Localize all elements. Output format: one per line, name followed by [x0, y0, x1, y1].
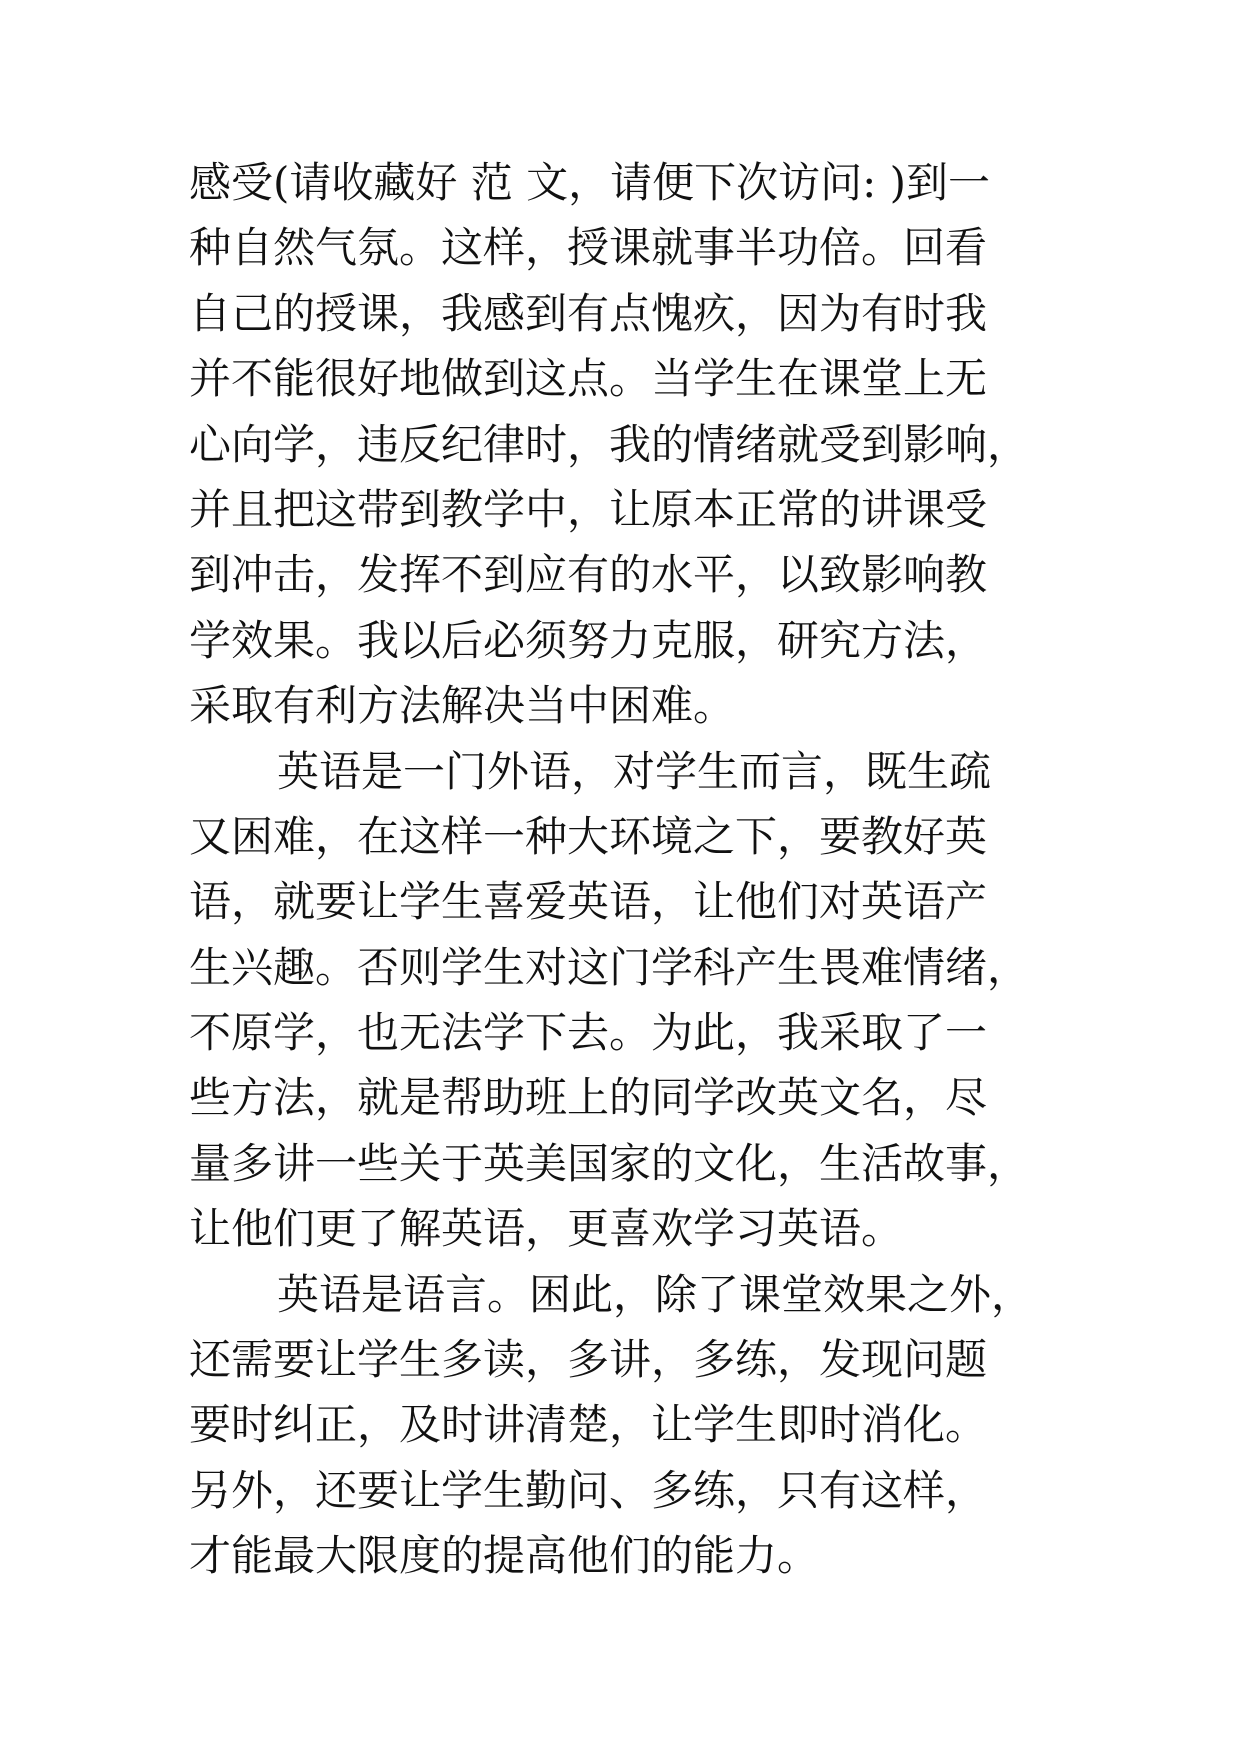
text-line: 采取有利方法解决当中困难。 [189, 681, 736, 731]
text-line: 语，就要让学生喜爱英语，让他们对英语产 [189, 877, 988, 927]
text-line: 种自然气氛。这样，授课就事半功倍。回看 [189, 223, 988, 273]
text-line: 到冲击，发挥不到应有的水平，以致影响教 [189, 550, 988, 600]
text-line: 量多讲一些关于英美国家的文化，生活故事， [189, 1138, 1030, 1188]
text-line: 些方法，就是帮助班上的同学改英文名，尽 [189, 1073, 988, 1123]
text-line: 并且把这带到教学中，让原本正常的讲课受 [189, 484, 988, 534]
text-line: 并不能很好地做到这点。当学生在课堂上无 [189, 354, 988, 404]
text-line: 要时纠正，及时讲清楚，让学生即时消化。 [189, 1400, 988, 1450]
text-line: 还需要让学生多读，多讲，多练，发现问题 [189, 1335, 988, 1385]
text-line-paragraph-start: 英语是语言。困此，除了课堂效果之外， [277, 1269, 1034, 1319]
text-line: 不原学，也无法学下去。为此，我采取了一 [189, 1008, 988, 1058]
document-body [189, 150, 1089, 1589]
text-line-paragraph-start: 英语是一门外语，对学生而言，既生疏 [277, 746, 992, 796]
text-line: 感受(请收藏好 范 文，请便下次访问: )到一 [189, 158, 990, 207]
text-line: 另外，还要让学生勤问、多练，只有这样， [189, 1465, 988, 1515]
text-line: 自己的授课，我感到有点愧疚，因为有时我 [189, 288, 988, 338]
text-line: 才能最大限度的提高他们的能力。 [189, 1531, 820, 1581]
text-line: 学效果。我以后必须努力克服，研究方法， [189, 615, 988, 665]
text-line: 生兴趣。否则学生对这门学科产生畏难情绪， [189, 942, 1030, 992]
text-line: 心向学，违反纪律时，我的情绪就受到影响， [189, 419, 1030, 469]
text-line: 让他们更了解英语，更喜欢学习英语。 [189, 1204, 904, 1254]
text-line: 又困难，在这样一种大环境之下，要教好英 [189, 811, 988, 861]
